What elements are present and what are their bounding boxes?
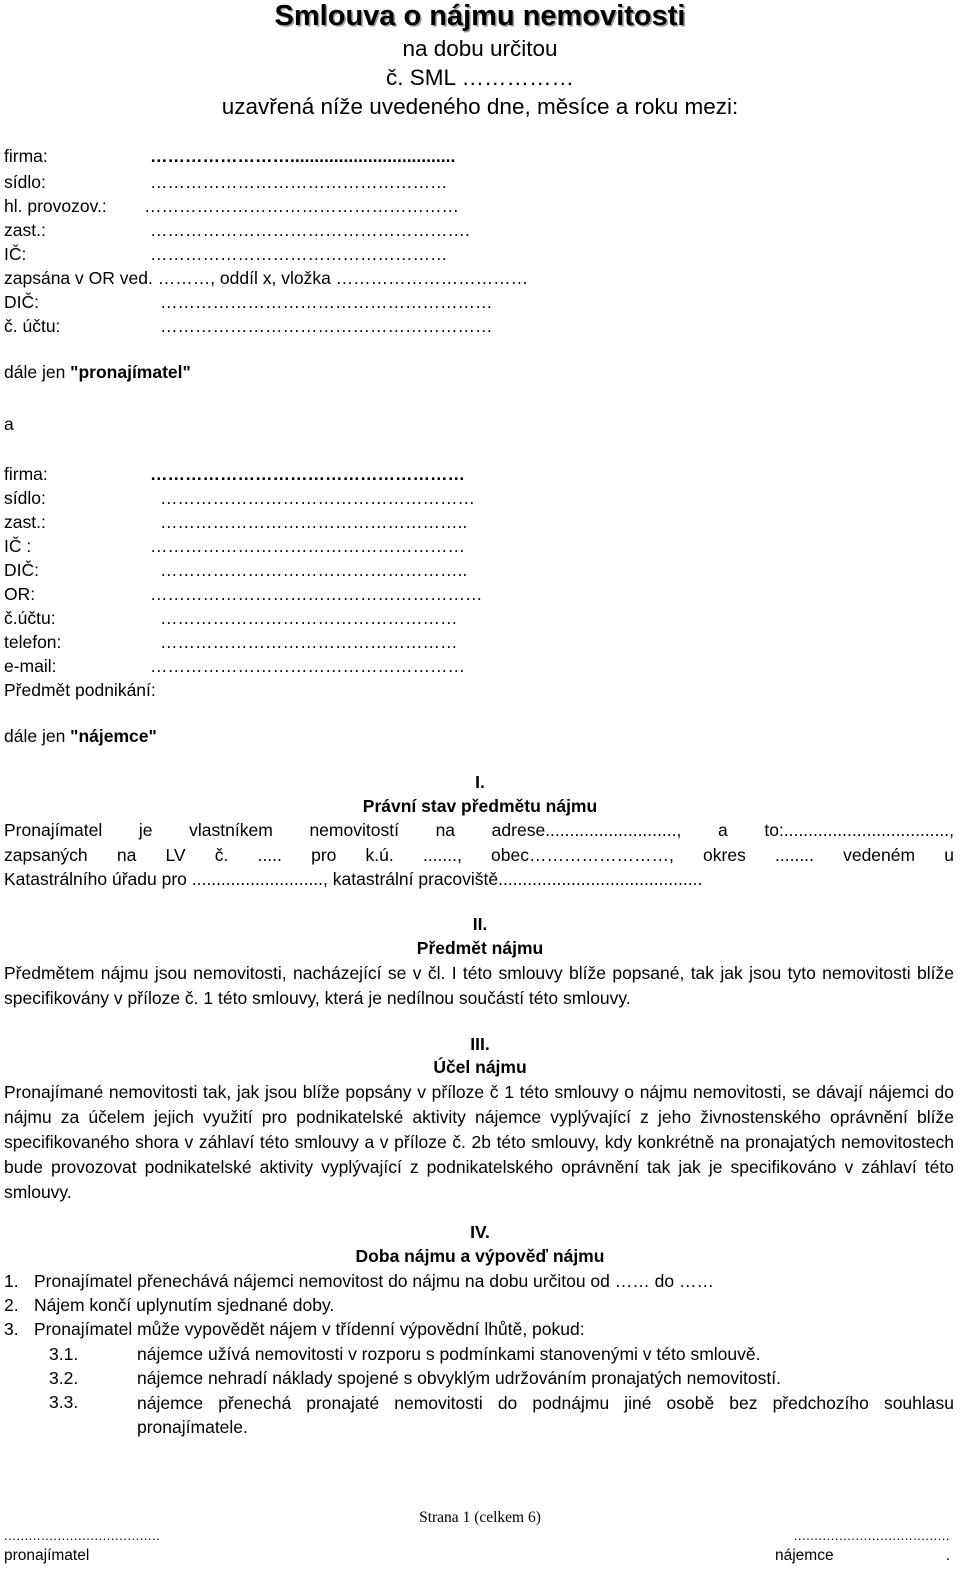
field-label: sídlo: bbox=[4, 488, 46, 508]
section-1-line-2: zapsaných na LV č. ..... pro k.ú. ......., obec……………………, okres ........ vedeném u bbox=[4, 845, 954, 865]
field-label: IČ: bbox=[4, 244, 27, 264]
section-4-number: IV. bbox=[470, 1222, 490, 1242]
field-value: …………………………………………… bbox=[160, 632, 458, 652]
role-name: "nájemce" bbox=[70, 726, 157, 746]
field-value: …………………………………………… bbox=[150, 172, 448, 192]
field-value: ………………………………………………… bbox=[160, 292, 493, 312]
section-1-title: Právní stav předmětu nájmu bbox=[362, 796, 598, 816]
field-value: ……………………………………………… bbox=[160, 488, 475, 508]
field-label: sídlo: bbox=[4, 172, 46, 192]
signature-line-landlord: ...................................... bbox=[4, 1528, 161, 1543]
field-value: …………………….................................. bbox=[150, 146, 456, 166]
section-2-number: II. bbox=[472, 914, 488, 934]
field-label: firma: bbox=[4, 464, 48, 484]
contract-number: č. SML …………… bbox=[386, 65, 574, 90]
sublist-item-number: 3.3. bbox=[49, 1392, 79, 1412]
field-value: …………………………………………….. bbox=[160, 512, 468, 532]
sublist-item-number: 3.1. bbox=[49, 1344, 79, 1364]
page-number: Strana 1 (celkem 6) bbox=[419, 1509, 541, 1526]
tenant-role bbox=[4, 726, 157, 747]
sublist-item-text: nájemce užívá nemovitosti v rozporu s podmínkami stanovenými v této smlouvě. bbox=[137, 1344, 761, 1364]
list-item-number: 3. bbox=[4, 1319, 19, 1339]
section-3-title: Účel nájmu bbox=[433, 1057, 527, 1077]
signature-label-tenant: nájemce bbox=[775, 1547, 834, 1564]
sublist-item-text: nájemce nehradí náklady spojené s obvyklým udržováním pronajatých nemovitostí. bbox=[137, 1368, 781, 1388]
field-label: DIČ: bbox=[4, 560, 39, 580]
sublist-item-text: nájemce přenechá pronajaté nemovitosti do podnájmu jiné osobě bez předchozího souhlasu pronajímatele. bbox=[137, 1393, 954, 1437]
field-value: ………………………………………………. bbox=[150, 220, 470, 240]
field-value: ………………………………………………… bbox=[160, 316, 493, 336]
section-2-title: Předmět nájmu bbox=[416, 938, 544, 958]
document-title: Smlouva o nájmu nemovitosti bbox=[274, 0, 686, 32]
role-name: "pronajímatel" bbox=[70, 362, 191, 382]
field-value: ……………………………………………… bbox=[150, 656, 465, 676]
field-label: firma: bbox=[4, 146, 48, 166]
signature-line-tenant: ...................................... bbox=[793, 1528, 950, 1543]
list-item-text: Pronajímatel přenechává nájemci nemovitost do nájmu na dobu určitou od …… do …… bbox=[34, 1271, 714, 1291]
registration-text: zapsána v OR ved. ………, oddíl x, vložka …………………………… bbox=[4, 268, 529, 288]
field-label: č.účtu: bbox=[4, 608, 56, 628]
field-value: …………………………………………… bbox=[150, 244, 448, 264]
list-item-number: 1. bbox=[4, 1271, 19, 1291]
field-value: ……………………………………………… bbox=[150, 536, 465, 556]
list-item-text: Pronajímatel může vypovědět nájem v třídenní výpovědní lhůtě, pokud: bbox=[34, 1319, 585, 1339]
field-label: DIČ: bbox=[4, 292, 39, 312]
field-label: telefon: bbox=[4, 632, 62, 652]
section-1-line-1: Pronajímatel je vlastníkem nemovitostí na adrese..........................., a to:.................................., bbox=[4, 820, 954, 840]
section-3-text: Pronajímané nemovitosti tak, jak jsou blíže popsány v příloze č 1 této smlouvy o nájmu nemovitosti, se dávají nájemci do nájmu za účelem jejich využití pro podnikatelské aktivity nájemce vyplývající z jeho živnostenského oprávnění blíže specifikovaného shora v záhlaví této smlouvy a v příloze č. 2b této smlouvy, kdy konkrétně na pronajatých nemovitostech bude provozovat podnikatelské aktivity vyplývající z podnikatelského oprávnění tak jak je specifikováno v záhlaví této smlouvy. bbox=[4, 1082, 954, 1202]
field-value: ……………………………………………… bbox=[150, 464, 465, 484]
field-label: zast.: bbox=[4, 512, 46, 532]
contract-intro: uzavřená níže uvedeného dne, měsíce a roku mezi: bbox=[221, 94, 739, 119]
field-value: ……………………………………………… bbox=[144, 196, 459, 216]
signature-label-landlord: pronajímatel bbox=[4, 1547, 90, 1564]
landlord-role bbox=[4, 362, 191, 383]
field-value: …………………………………………….. bbox=[160, 560, 468, 580]
section-1-line-3: Katastrálního úřadu pro ..........................., katastrální pracoviště.......................................... bbox=[4, 869, 703, 889]
field-value: …………………………………………… bbox=[160, 608, 458, 628]
conjunction: a bbox=[4, 414, 14, 434]
contract-duration: na dobu určitou bbox=[402, 36, 558, 61]
list-item-number: 2. bbox=[4, 1295, 19, 1315]
section-3-number: III. bbox=[470, 1034, 490, 1054]
field-label: OR: bbox=[4, 584, 36, 604]
list-item-text: Nájem končí uplynutím sjednané doby. bbox=[34, 1295, 335, 1315]
field-label: zast.: bbox=[4, 220, 46, 240]
field-label: Předmět podnikání: bbox=[4, 680, 156, 700]
role-prefix: dále jen bbox=[4, 362, 71, 382]
sublist-item-number: 3.2. bbox=[49, 1368, 79, 1388]
section-1-number: I. bbox=[475, 772, 485, 792]
field-label: č. účtu: bbox=[4, 316, 61, 336]
section-4-title: Doba nájmu a výpověď nájmu bbox=[355, 1246, 605, 1266]
section-2-text: Předmětem nájmu jsou nemovitosti, nacházející se v čl. I této smlouvy blíže popsané, tak jak jsou tyto nemovitosti blíže specifikovány v příloze č. 1 této smlouvy, která je nedílnou součástí této smlouvy. bbox=[4, 963, 954, 1008]
field-label: e-mail: bbox=[4, 656, 57, 676]
role-prefix: dále jen bbox=[4, 726, 71, 746]
field-label: hl. provozov.: bbox=[4, 196, 107, 216]
signature-label-tenant-dot: . bbox=[945, 1547, 950, 1564]
field-value: ………………………………………………… bbox=[150, 584, 483, 604]
field-label: IČ : bbox=[4, 536, 32, 556]
